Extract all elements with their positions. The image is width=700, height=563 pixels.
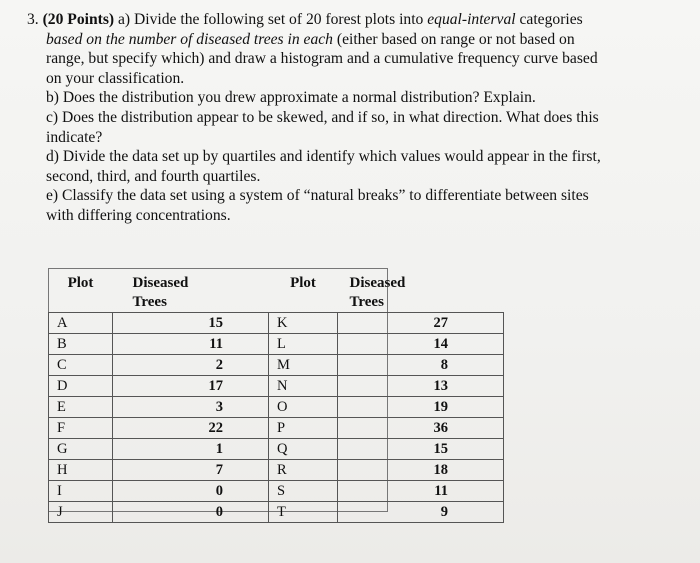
plot2-cell: P [269,418,338,439]
plot2-cell: M [269,355,338,376]
plot-cell: A [49,313,113,334]
table-header-row [49,268,504,313]
diseased2-cell: 15 [338,439,504,460]
table-row [49,355,504,376]
part-c-line-1: c) Does the distribution appear to be skewed, and if so, in what direction. What does this [46,108,599,126]
diseased2-cell: 13 [338,376,504,397]
header-diseased2-line-2: Trees [349,294,384,310]
header-diseased-trees [113,268,269,313]
table-row [49,397,504,418]
table-row [49,313,504,334]
part-e-line-1: e) Classify the data set using a system of “natural breaks” to differentiate between sites [46,187,589,205]
table-row [49,334,504,355]
diseased2-cell: 36 [338,418,504,439]
table-row [49,481,504,502]
diseased2-cell: 11 [338,481,504,502]
header-diseased-trees-2 [338,268,504,313]
diseased-cell: 1 [113,439,269,460]
plot2-cell: K [269,313,338,334]
plot-cell: I [49,481,113,502]
diseased-cell: 0 [113,502,269,523]
plot2-cell: R [269,460,338,481]
header-diseased2-line-1: Diseased [349,275,406,291]
header-plot: Plot [67,275,94,291]
part-e-line-2: with differing concentrations. [46,206,231,224]
table-row [49,418,504,439]
part-a-label: a) [117,11,131,28]
line2-italic: based on the number of diseased trees in each [46,30,333,48]
part-a-italic: equal-interval [427,11,516,28]
part-c-line-2: indicate? [46,128,103,146]
part-a-text-1: Divide the following set of 20 forest plots into [134,11,424,28]
diseased2-cell: 19 [338,397,504,418]
table-row [49,460,504,481]
diseased-cell: 2 [113,355,269,376]
diseased2-cell: 14 [338,334,504,355]
diseased-cell: 22 [113,418,269,439]
plot2-cell: N [269,376,338,397]
plot-cell: J [49,502,113,523]
plot2-cell: Q [269,439,338,460]
line2-text: (either based on range or not based on [336,30,575,48]
plot-cell: C [49,355,113,376]
plot2-cell: S [269,481,338,502]
plot-cell: F [49,418,113,439]
plot2-cell: O [269,397,338,418]
part-a-text-2: categories [519,11,583,28]
table-body [49,313,504,523]
plot-cell: D [49,376,113,397]
diseased-cell: 0 [113,481,269,502]
diseased2-cell: 18 [338,460,504,481]
part-a-line-4: on your classification. [46,69,185,87]
diseased-cell: 17 [113,376,269,397]
problem-statement [27,10,677,226]
diseased-cell: 15 [113,313,269,334]
data-table [48,268,504,523]
diseased2-cell: 27 [338,313,504,334]
table-row [49,439,504,460]
part-a-line-3: range, but specify which) and draw a histogram and a cumulative frequency curve based [46,50,598,68]
diseased2-cell: 9 [338,502,504,523]
plot2-cell: T [269,502,338,523]
problem-number: 3. [27,11,39,28]
part-a-line-2 [27,30,677,50]
diseased-cell: 7 [113,460,269,481]
header-diseased-line-1: Diseased [132,275,189,291]
diseased-cell: 3 [113,397,269,418]
table-row [49,502,504,523]
header-diseased-line-2: Trees [132,294,167,310]
diseased2-cell: 8 [338,355,504,376]
part-b: b) Does the distribution you drew approximate a normal distribution? Explain. [46,89,536,107]
diseased-cell: 11 [113,334,269,355]
table-row [49,376,504,397]
part-d-line-1: d) Divide the data set up by quartiles and identify which values would appear in the first, [46,148,601,166]
plot-cell: B [49,334,113,355]
plot-cell: H [49,460,113,481]
plot2-cell: L [269,334,338,355]
header-plot-2: Plot [290,275,316,291]
part-d-line-2: second, third, and fourth quartiles. [46,167,261,185]
problem-points: (20 Points) [42,11,115,28]
plot-cell: E [49,397,113,418]
plot-cell: G [49,439,113,460]
part-a-line-1 [27,10,677,30]
